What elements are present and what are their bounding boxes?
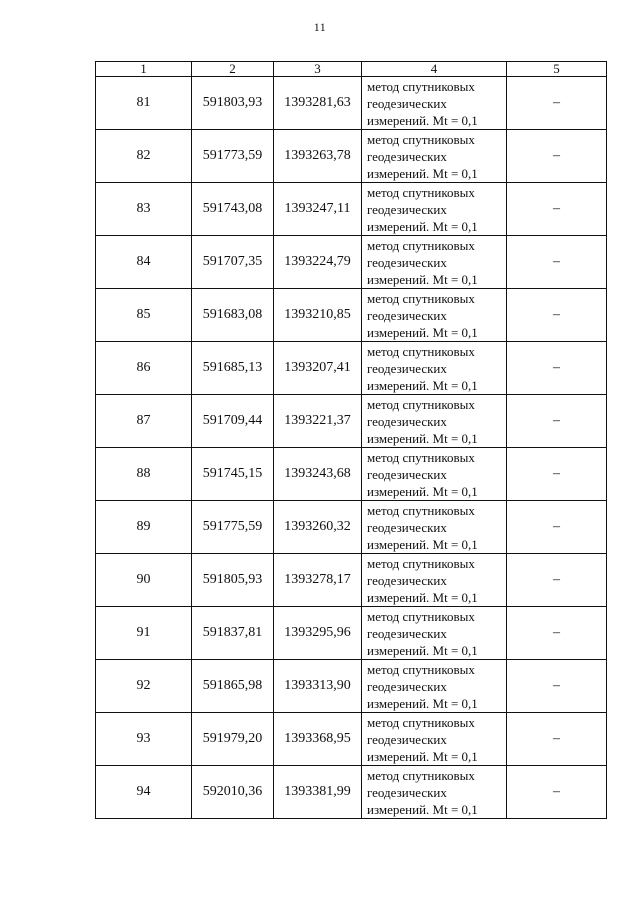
method-cell	[362, 130, 507, 183]
x-coordinate-cell: 591775,59	[192, 501, 274, 554]
method-line: метод спутниковых	[367, 237, 475, 253]
method-line: метод спутниковых	[367, 78, 475, 94]
method-line: измерений. Mt = 0,1	[367, 165, 478, 181]
y-coordinate-cell: 1393247,11	[274, 183, 362, 236]
method-line: геодезических	[367, 307, 447, 323]
table-row	[96, 501, 607, 554]
method-line: геодезических	[367, 413, 447, 429]
method-cell	[362, 342, 507, 395]
method-line: измерений. Mt = 0,1	[367, 271, 478, 287]
header-col-2: 2	[192, 62, 274, 77]
y-coordinate-cell: 1393243,68	[274, 448, 362, 501]
table-row	[96, 130, 607, 183]
method-line: геодезических	[367, 201, 447, 217]
note-cell: –	[507, 289, 607, 342]
table-row	[96, 289, 607, 342]
point-number-cell: 84	[96, 236, 192, 289]
method-line: метод спутниковых	[367, 555, 475, 571]
y-coordinate-cell: 1393260,32	[274, 501, 362, 554]
method-cell	[362, 289, 507, 342]
method-line: метод спутниковых	[367, 343, 475, 359]
table-row	[96, 766, 607, 819]
x-coordinate-cell: 591707,35	[192, 236, 274, 289]
header-col-5: 5	[507, 62, 607, 77]
method-cell	[362, 395, 507, 448]
method-line: измерений. Mt = 0,1	[367, 695, 478, 711]
method-line: геодезических	[367, 784, 447, 800]
method-line: метод спутниковых	[367, 502, 475, 518]
note-cell: –	[507, 713, 607, 766]
method-cell	[362, 183, 507, 236]
note-cell: –	[507, 660, 607, 713]
x-coordinate-cell: 591745,15	[192, 448, 274, 501]
method-line: метод спутниковых	[367, 131, 475, 147]
method-line: геодезических	[367, 360, 447, 376]
table-row	[96, 607, 607, 660]
table-row	[96, 183, 607, 236]
method-cell	[362, 236, 507, 289]
table-row	[96, 236, 607, 289]
y-coordinate-cell: 1393224,79	[274, 236, 362, 289]
method-line: геодезических	[367, 731, 447, 747]
point-number-cell: 86	[96, 342, 192, 395]
method-line: геодезических	[367, 95, 447, 111]
note-cell: –	[507, 236, 607, 289]
table-row	[96, 713, 607, 766]
x-coordinate-cell: 591803,93	[192, 77, 274, 130]
table-body	[96, 77, 607, 819]
x-coordinate-cell: 591979,20	[192, 713, 274, 766]
method-line: метод спутниковых	[367, 767, 475, 783]
x-coordinate-cell: 591683,08	[192, 289, 274, 342]
method-line: измерений. Mt = 0,1	[367, 801, 478, 817]
method-line: геодезических	[367, 466, 447, 482]
method-line: метод спутниковых	[367, 184, 475, 200]
method-cell	[362, 713, 507, 766]
method-line: геодезических	[367, 254, 447, 270]
method-line: метод спутниковых	[367, 661, 475, 677]
method-line: геодезических	[367, 625, 447, 641]
method-line: геодезических	[367, 148, 447, 164]
method-line: геодезических	[367, 519, 447, 535]
table-row	[96, 448, 607, 501]
table-header-row	[96, 62, 607, 77]
method-line: измерений. Mt = 0,1	[367, 748, 478, 764]
method-line: метод спутниковых	[367, 290, 475, 306]
x-coordinate-cell: 592010,36	[192, 766, 274, 819]
method-cell	[362, 660, 507, 713]
point-number-cell: 93	[96, 713, 192, 766]
table-row	[96, 77, 607, 130]
y-coordinate-cell: 1393295,96	[274, 607, 362, 660]
method-line: измерений. Mt = 0,1	[367, 642, 478, 658]
y-coordinate-cell: 1393278,17	[274, 554, 362, 607]
header-col-3: 3	[274, 62, 362, 77]
method-line: измерений. Mt = 0,1	[367, 218, 478, 234]
y-coordinate-cell: 1393210,85	[274, 289, 362, 342]
y-coordinate-cell: 1393381,99	[274, 766, 362, 819]
note-cell: –	[507, 342, 607, 395]
method-line: измерений. Mt = 0,1	[367, 589, 478, 605]
y-coordinate-cell: 1393313,90	[274, 660, 362, 713]
point-number-cell: 81	[96, 77, 192, 130]
method-cell	[362, 554, 507, 607]
y-coordinate-cell: 1393368,95	[274, 713, 362, 766]
method-cell	[362, 501, 507, 554]
note-cell: –	[507, 448, 607, 501]
x-coordinate-cell: 591773,59	[192, 130, 274, 183]
method-line: геодезических	[367, 572, 447, 588]
x-coordinate-cell: 591805,93	[192, 554, 274, 607]
x-coordinate-cell: 591865,98	[192, 660, 274, 713]
method-line: измерений. Mt = 0,1	[367, 324, 478, 340]
table-row	[96, 342, 607, 395]
note-cell: –	[507, 130, 607, 183]
x-coordinate-cell: 591837,81	[192, 607, 274, 660]
point-number-cell: 91	[96, 607, 192, 660]
x-coordinate-cell: 591709,44	[192, 395, 274, 448]
note-cell: –	[507, 607, 607, 660]
x-coordinate-cell: 591685,13	[192, 342, 274, 395]
note-cell: –	[507, 554, 607, 607]
point-number-cell: 89	[96, 501, 192, 554]
method-line: измерений. Mt = 0,1	[367, 483, 478, 499]
point-number-cell: 82	[96, 130, 192, 183]
table-row	[96, 395, 607, 448]
point-number-cell: 87	[96, 395, 192, 448]
table-row	[96, 554, 607, 607]
point-number-cell: 92	[96, 660, 192, 713]
table-row	[96, 660, 607, 713]
method-line: измерений. Mt = 0,1	[367, 536, 478, 552]
header-col-4: 4	[362, 62, 507, 77]
method-line: измерений. Mt = 0,1	[367, 112, 478, 128]
point-number-cell: 83	[96, 183, 192, 236]
method-line: измерений. Mt = 0,1	[367, 430, 478, 446]
y-coordinate-cell: 1393281,63	[274, 77, 362, 130]
y-coordinate-cell: 1393207,41	[274, 342, 362, 395]
note-cell: –	[507, 766, 607, 819]
note-cell: –	[507, 77, 607, 130]
page-number: 11	[313, 20, 327, 34]
method-cell	[362, 607, 507, 660]
y-coordinate-cell: 1393221,37	[274, 395, 362, 448]
method-line: измерений. Mt = 0,1	[367, 377, 478, 393]
note-cell: –	[507, 183, 607, 236]
x-coordinate-cell: 591743,08	[192, 183, 274, 236]
method-cell	[362, 448, 507, 501]
coordinates-table	[95, 61, 607, 819]
method-line: метод спутниковых	[367, 449, 475, 465]
point-number-cell: 90	[96, 554, 192, 607]
point-number-cell: 85	[96, 289, 192, 342]
method-cell	[362, 766, 507, 819]
method-line: метод спутниковых	[367, 396, 475, 412]
point-number-cell: 94	[96, 766, 192, 819]
method-cell	[362, 77, 507, 130]
method-line: геодезических	[367, 678, 447, 694]
header-col-1: 1	[96, 62, 192, 77]
note-cell: –	[507, 501, 607, 554]
method-line: метод спутниковых	[367, 608, 475, 624]
note-cell: –	[507, 395, 607, 448]
method-line: метод спутниковых	[367, 714, 475, 730]
y-coordinate-cell: 1393263,78	[274, 130, 362, 183]
point-number-cell: 88	[96, 448, 192, 501]
